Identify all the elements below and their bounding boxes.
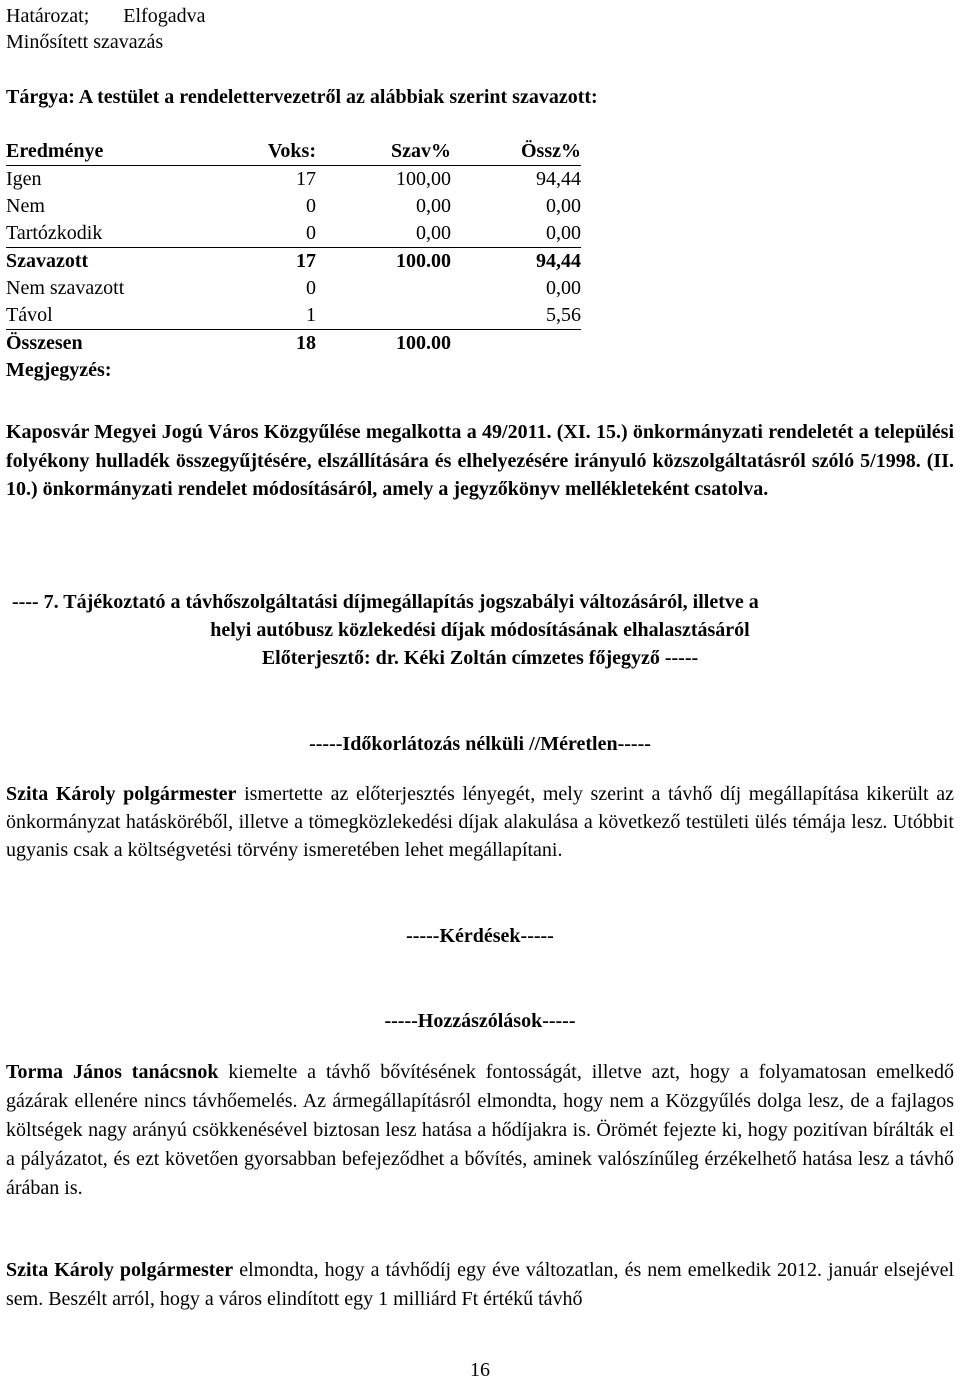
agenda-title-2: helyi autóbusz közlekedési díjak módosításának elhalasztásáról	[210, 619, 750, 641]
agenda-item	[6, 588, 954, 672]
row-szav: 100,00	[396, 168, 451, 190]
comments-marker: -----Hozzászólások-----	[384, 1010, 576, 1032]
header-szav: Szav%	[316, 138, 451, 166]
paragraph-text: elmondta, hogy a távhődíj egy éve változatlan, és nem emelkedik 2012. január elsejével sem. Beszélt arról, hogy a város elindított egy 1 milliárd Ft értékű távhő	[6, 1259, 954, 1310]
subject-line: Tárgya: A testület a rendelettervezetről az alábbiak szerint szavazott:	[6, 86, 598, 108]
row-szav	[316, 302, 451, 330]
row-szav: 100.00	[396, 332, 451, 354]
row-ossz: 94,44	[536, 168, 581, 190]
table-row	[6, 248, 581, 276]
paragraph-torma	[6, 1058, 954, 1203]
result-label: Határozat;	[6, 5, 90, 27]
row-ossz: 94,44	[536, 250, 581, 272]
table-row	[6, 302, 581, 330]
vote-qualifier: Minősített szavazás	[6, 31, 164, 53]
result-value: Elfogadva	[123, 5, 206, 27]
row-ossz: 0,00	[451, 220, 581, 248]
row-label: Nem	[6, 195, 45, 217]
result-line	[6, 2, 205, 30]
row-ossz: 0,00	[546, 195, 581, 217]
speaker-name: Szita Károly polgármester	[6, 1259, 234, 1281]
row-label: Igen	[6, 168, 42, 190]
table-row	[6, 193, 581, 220]
row-votes: 17	[296, 250, 316, 272]
row-label: Szavazott	[6, 250, 89, 272]
note-label: Megjegyzés:	[6, 359, 112, 381]
row-label: Nem szavazott	[6, 277, 125, 299]
header-result: Eredménye	[6, 138, 236, 166]
vote-table	[6, 138, 581, 384]
row-szav: 0,00	[316, 220, 451, 248]
row-votes: 0	[306, 195, 316, 217]
header-ossz: Össz%	[451, 138, 581, 166]
table-row	[6, 220, 581, 248]
row-votes: 17	[296, 168, 316, 190]
row-label: Távol	[6, 302, 236, 330]
vote-table-header	[6, 138, 581, 166]
row-szav: 100.00	[396, 250, 451, 272]
row-votes: 0	[236, 220, 316, 248]
time-limit-marker: -----Időkorlátozás nélküli //Méretlen-----	[309, 733, 651, 755]
decision-text: Kaposvár Megyei Jogú Város Közgyűlése megalkotta a 49/2011. (XI. 15.) önkormányzati rendeletét a települési folyékony hulladék összegyűjtésére, elszállítására és elhelyezésére irányuló közszolgáltatásról szóló 5/1998. (II. 10.) önkormányzati rendelet módosításáról, amely a jegyzőkönyv mellékleteként csatolva.	[6, 421, 954, 500]
table-row	[6, 275, 581, 302]
row-szav	[316, 275, 451, 302]
page-number: 16	[470, 1359, 490, 1381]
paragraph-text: ismertette az előterjesztés lényegét, mely szerint a távhő díj megállapítása kikerült az önkormányzat hatásköréből, illetve a tömegközlekedési díjak alakulása a következő testületi ülés témája lesz. Utóbbit ugyanis csak a költségvetési törvény ismeretében lehet megállapítani.	[6, 783, 954, 861]
agenda-presenter: Előterjesztő: dr. Kéki Zoltán címzetes főjegyző -----	[261, 647, 699, 669]
agenda-title-1: ---- 7. Tájékoztató a távhőszolgáltatási díjmegállapítás jogszabályi változásáról, illetve a	[12, 591, 759, 613]
paragraph-text: kiemelte a távhő bővítésének fontosságát, illetve azt, hogy a folyamatosan emelkedő gázárak ellenére nincs távhőemelés. Az ármegállapításról elmondta, hogy nem a Közgyűlés dolga lesz, de a fajlagos költségek nagy arányú csökkenésével biztosan lesz hatása a hődíjakra is. Örömét fejezte ki, hogy pozitívan bírálták el a pályázatot, és ezt követően gyorsabban befejeződhet a bővítés, aminek valószínűleg érzékelhető hatása lesz a távhő árában is.	[6, 1061, 954, 1199]
row-ossz	[451, 330, 581, 358]
row-szav: 0,00	[416, 195, 451, 217]
row-label: Összesen	[6, 332, 83, 354]
row-label: Tartózkodik	[6, 220, 236, 248]
row-votes: 1	[236, 302, 316, 330]
row-votes: 0	[306, 277, 316, 299]
table-row	[6, 357, 581, 384]
row-ossz: 5,56	[451, 302, 581, 330]
row-votes: 18	[296, 332, 316, 354]
table-row	[6, 330, 581, 358]
header-votes: Voks:	[236, 138, 316, 166]
questions-marker: -----Kérdések-----	[406, 925, 554, 947]
speaker-name: Szita Károly polgármester	[6, 783, 237, 805]
paragraph-mayor-2	[6, 1256, 954, 1314]
table-row	[6, 166, 581, 194]
paragraph-mayor-1	[6, 780, 954, 864]
row-ossz: 0,00	[546, 277, 581, 299]
speaker-name: Torma János tanácsnok	[6, 1061, 219, 1083]
